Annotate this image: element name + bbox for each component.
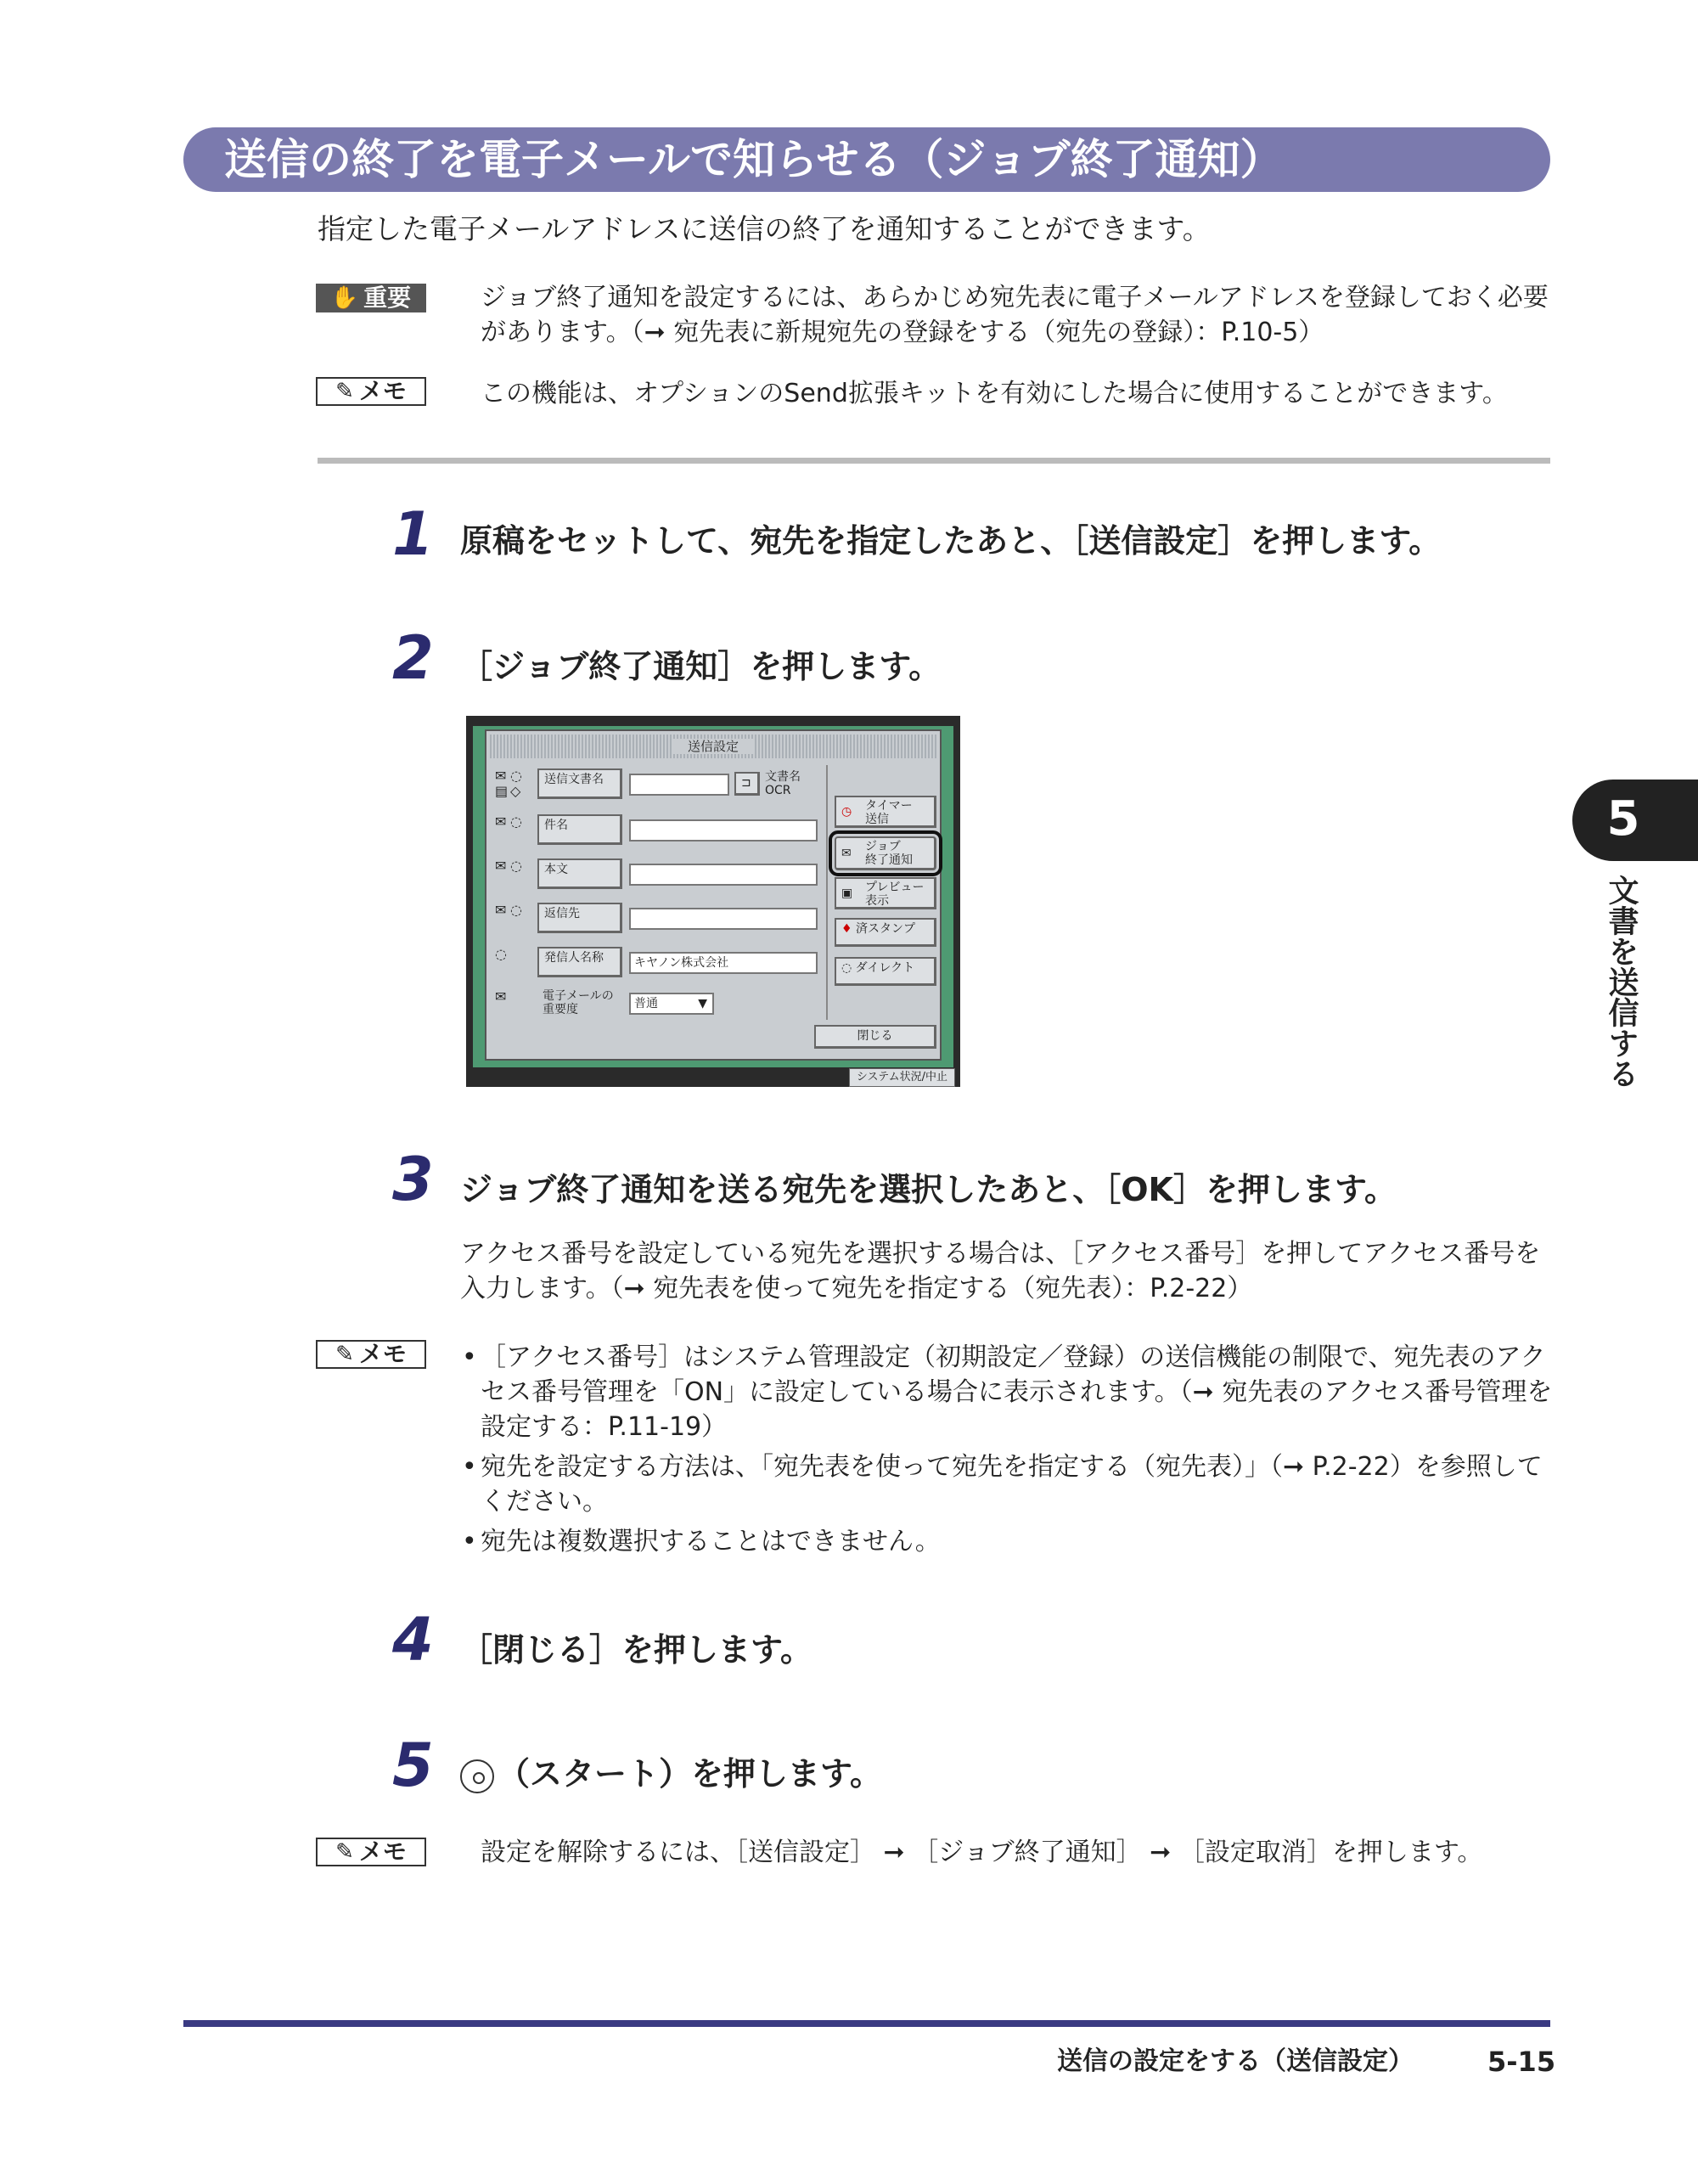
step-4-number: 4 — [392, 1605, 434, 1675]
ifax-icon: ◌ — [510, 813, 522, 830]
divider — [318, 458, 1550, 464]
clock-icon: ◷ — [841, 805, 852, 819]
memo-note-text: この機能は、オプションのSend拡張キットを有効にした場合に使用することができます。 — [481, 379, 1508, 408]
priority-label-2: 重要度 — [543, 1003, 578, 1016]
doc-name-side-label: 文書名 — [765, 770, 801, 784]
step-3-number: 3 — [392, 1145, 434, 1214]
memo-bullet-list — [462, 1340, 1554, 1559]
title-banner — [183, 127, 1550, 192]
job-done-notice-button[interactable]: ✉ ジョブ 終了通知 — [835, 836, 936, 870]
page-title: 送信の終了を電子メールで知らせる（ジョブ終了通知） — [224, 135, 1283, 184]
preview-button[interactable]: ▣ プレビュー 表示 — [835, 877, 936, 909]
stamp-button[interactable]: ♦ 済スタンプ — [835, 918, 936, 947]
priority-select[interactable]: 普通 ▼ — [629, 993, 714, 1015]
doc-name-button[interactable]: 送信文書名 — [537, 768, 622, 799]
pencil-icon: ✎ — [335, 1342, 354, 1367]
direct-icon: ◌ — [841, 961, 852, 975]
mail-icon: ✉ — [495, 858, 507, 874]
mail-icon: ✉ — [495, 988, 507, 1005]
screen-divider — [826, 765, 828, 1020]
step-3-body: アクセス番号を設定している宛先を選択する場合は、［アクセス番号］を押してアクセス番号を入力します。（➞ 宛先表を使って宛先を指定する（宛先表）：P.2-22） — [460, 1239, 1541, 1303]
priority-label-1: 電子メールの — [543, 989, 614, 1003]
page-number: 5-15 — [1487, 2046, 1556, 2078]
subject-button[interactable]: 件名 — [537, 814, 622, 845]
status-strip — [466, 1067, 960, 1087]
reply-to-button[interactable]: 返信先 — [537, 903, 622, 933]
preview-icon: ▣ — [841, 887, 853, 900]
ifax-icon: ◌ — [510, 768, 522, 784]
screen-panel — [485, 729, 942, 1061]
memo-label-text: メモ — [358, 377, 407, 405]
chapter-label: 文書を送信する — [1604, 875, 1639, 1089]
memo-bullet: • 宛先は複数選択することはできません。 — [462, 1524, 1554, 1559]
sender-name-button[interactable]: 発信人名称 — [537, 947, 622, 977]
mail-icon: ✉ — [495, 902, 507, 918]
step-5-text: （スタート）を押します。 — [498, 1755, 882, 1793]
stamp-icon: ♦ — [841, 922, 852, 936]
step-1-number: 1 — [392, 499, 434, 569]
screen-titlebar — [490, 735, 936, 758]
body-button[interactable]: 本文 — [537, 858, 622, 889]
ifax-icon: ◌ — [510, 858, 522, 874]
hand-icon: ✋ — [330, 285, 359, 311]
system-status-button[interactable]: システム状況/中止 — [849, 1068, 955, 1087]
mail-icon: ✉ — [495, 813, 507, 830]
mail-icon: ✉ — [495, 768, 507, 784]
footer-section: 送信の設定をする（送信設定） — [1057, 2046, 1414, 2076]
step-1-title: 原稿をセットして、宛先を指定したあと、［送信設定］を押します。 — [460, 522, 1442, 560]
close-button[interactable]: 閉じる — [814, 1025, 936, 1049]
chapter-number: 5 — [1606, 791, 1640, 847]
screen-title: 送信設定 — [672, 739, 754, 754]
screen-frame — [473, 726, 953, 1067]
ifax-icon: ◌ — [495, 946, 507, 962]
reply-to-field[interactable] — [629, 908, 818, 930]
step-4-title: ［閉じる］を押します。 — [460, 1631, 812, 1669]
memo-label — [316, 1838, 426, 1866]
step-3-title: ジョブ終了通知を送る宛先を選択したあと、［OK］を押します。 — [460, 1171, 1397, 1208]
memo-bullet: • 宛先を設定する方法は、「宛先表を使って宛先を指定する（宛先表）」（➞ P.2-22）を参照してください。 — [462, 1449, 1554, 1519]
memo-label — [316, 1340, 426, 1369]
memo-label — [316, 377, 426, 406]
pencil-icon: ✎ — [335, 379, 354, 404]
chapter-tab — [1572, 780, 1698, 861]
pencil-icon: ✎ — [335, 1839, 354, 1865]
step-5-number: 5 — [392, 1731, 434, 1800]
ifax-icon: ◌ — [510, 902, 522, 918]
timer-send-button[interactable]: ◷ タイマー 送信 — [835, 796, 936, 828]
step-2-number: 2 — [392, 623, 434, 693]
direct-button[interactable]: ◌ ダイレクト — [835, 957, 936, 986]
start-icon — [460, 1759, 494, 1793]
body-field[interactable] — [629, 864, 818, 886]
sender-name-field[interactable]: キヤノン株式会社 — [629, 952, 818, 974]
footer-rule — [183, 2020, 1550, 2027]
important-label-text: 重要 — [363, 284, 412, 312]
memo-label-text: メモ — [358, 1838, 407, 1866]
fileserver-icon: ◇ — [510, 783, 521, 799]
db-icon: ▤ — [495, 783, 509, 799]
important-label — [316, 284, 426, 312]
dropdown-arrow-icon: ▼ — [698, 997, 707, 1010]
final-memo-text: 設定を解除するには、［送信設定］ ➞ ［ジョブ終了通知］ ➞ ［設定取消］を押します。 — [481, 1838, 1483, 1867]
step-5-title — [460, 1754, 882, 1793]
ocr-label: OCR — [765, 784, 791, 797]
intro-text: 指定した電子メールアドレスに送信の終了を通知することができます。 — [318, 212, 1211, 245]
important-note-text: ジョブ終了通知を設定するには、あらかじめ宛先表に電子メールアドレスを登録しておく必要があります。（➞ 宛先表に新規宛先の登録をする（宛先の登録）：P.10-5） — [481, 283, 1549, 347]
memo-label-text: メモ — [358, 1340, 407, 1368]
subject-field[interactable] — [629, 819, 818, 842]
memo-bullet: • ［アクセス番号］はシステム管理設定（初期設定／登録）の送信機能の制限で、宛先表のアクセス番号管理を「ON」に設定している場合に表示されます。（➞ 宛先表のアクセス番号管理を設定する：P.11-19） — [462, 1340, 1554, 1444]
notice-icon: ✉ — [841, 847, 852, 860]
send-settings-screen — [466, 716, 960, 1087]
step-2-title: ［ジョブ終了通知］を押します。 — [460, 648, 942, 685]
doc-name-field[interactable] — [629, 774, 729, 796]
ocr-button[interactable]: ⊐ — [734, 772, 760, 796]
